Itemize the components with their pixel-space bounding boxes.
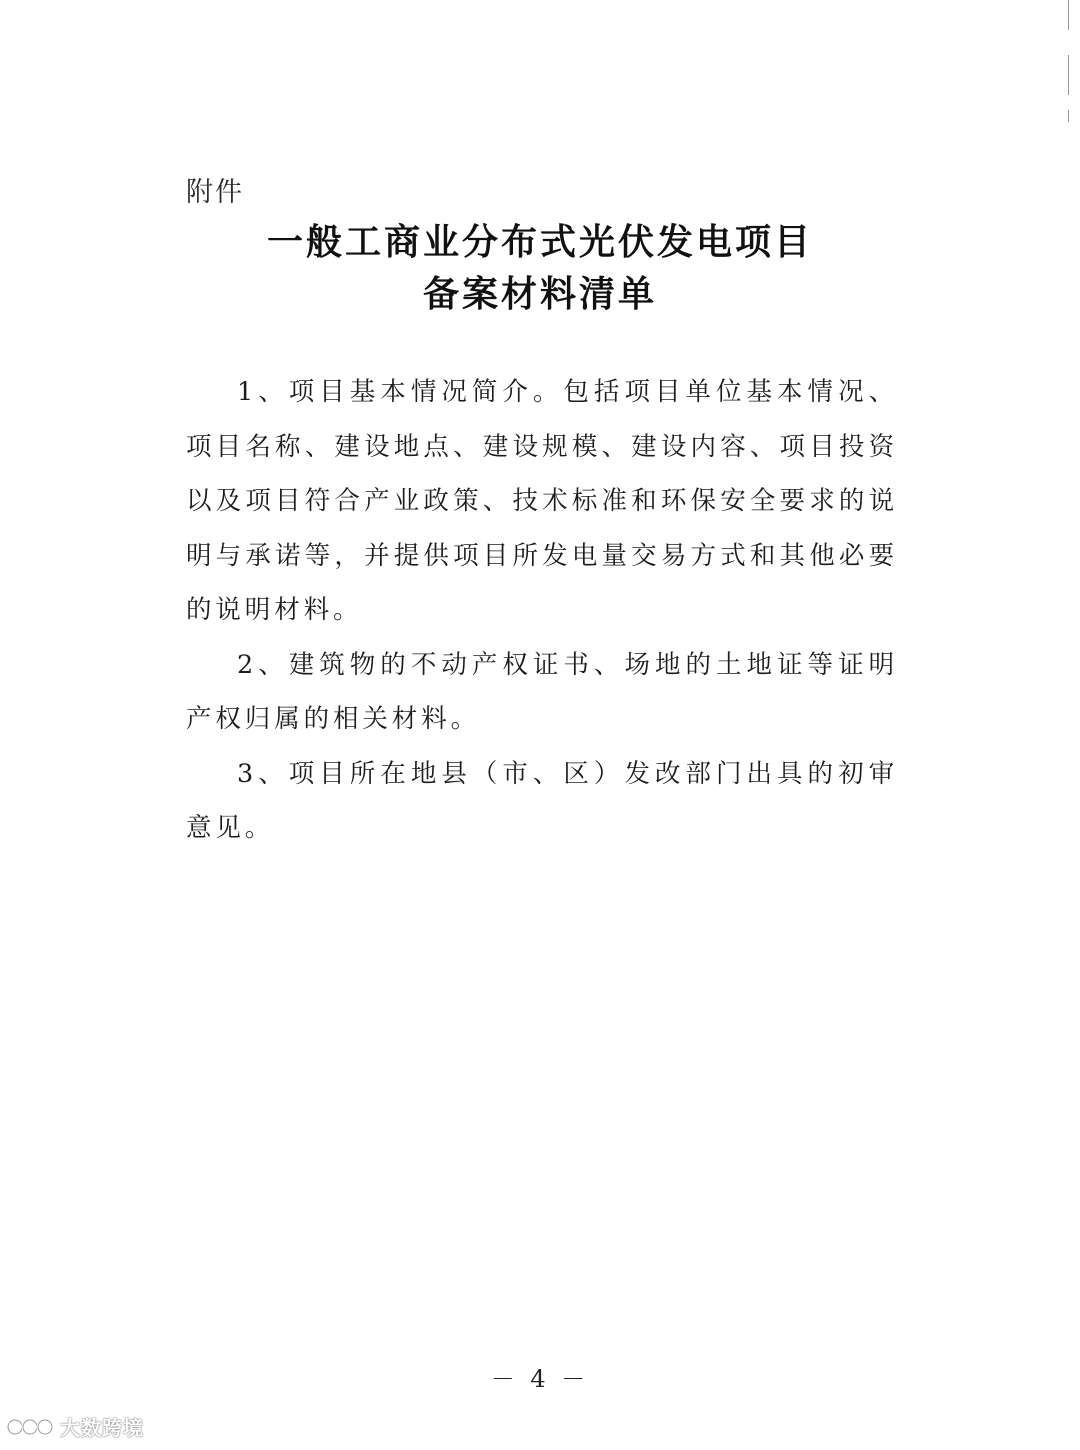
page-number: － 4 － <box>490 1365 590 1393</box>
scan-edge-mark <box>1068 110 1069 122</box>
scan-edge-mark <box>1068 55 1069 95</box>
document-title-line-2: 备案材料清单 <box>422 273 657 315</box>
list-item: 1、项目基本情况简介。包括项目单位基本情况、项目名称、建设地点、建设规模、建设内容、项目投资以及项目符合产业政策、技术标准和环保安全要求的说明与承诺等，并提供项目所发电量交易方式和其他必要的说明材料。 <box>186 377 898 625</box>
watermark-logo-icon <box>6 1415 54 1439</box>
list-item: 2、建筑物的不动产权证书、场地的土地证等证明产权归属的相关材料。 <box>186 649 898 734</box>
document-title-line-1: 一般工商业分布式光伏发电项目 <box>266 221 813 263</box>
watermark-text: 大数跨境 <box>60 1416 144 1440</box>
list-item: 3、项目所在地县（市、区）发改部门出具的初审意见。 <box>186 758 898 843</box>
watermark <box>6 1412 144 1441</box>
attachment-label: 附件 <box>186 177 244 208</box>
scan-edge-mark <box>1068 0 1069 30</box>
document-body <box>186 365 898 856</box>
